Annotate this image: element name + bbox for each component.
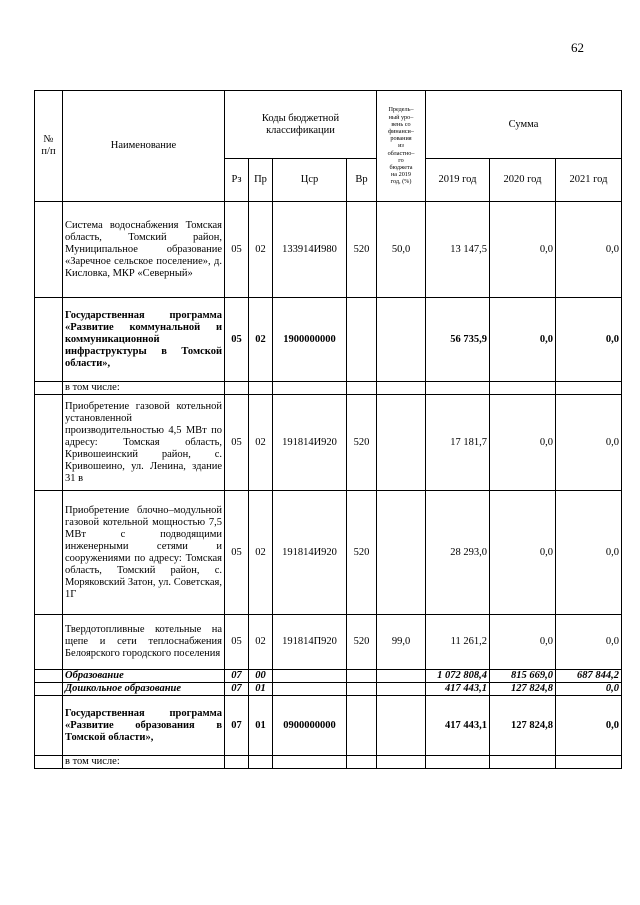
cell-vr xyxy=(347,756,377,769)
cell-y2019: 56 735,9 xyxy=(426,298,490,382)
cell-name: Система водоснабжения Томская область, Томский район, Муниципальное образование «Заречное сельское поселение», д. Кисловка, МКР «Северный» xyxy=(63,202,225,298)
cell-limit xyxy=(377,395,426,491)
cell-y2021: 0,0 xyxy=(556,395,622,491)
cell-pr xyxy=(249,382,273,395)
cell-rz xyxy=(225,382,249,395)
cell-num xyxy=(35,756,63,769)
cell-y2020: 0,0 xyxy=(490,298,556,382)
page-number: 62 xyxy=(571,40,584,55)
budget-table xyxy=(34,90,622,769)
table-row xyxy=(35,395,622,491)
table-row xyxy=(35,696,622,756)
cell-y2021: 0,0 xyxy=(556,615,622,670)
cell-csr: 0900000000 xyxy=(273,696,347,756)
cell-csr xyxy=(273,683,347,696)
cell-num xyxy=(35,670,63,683)
cell-limit xyxy=(377,683,426,696)
header-name: Наименование xyxy=(63,91,225,202)
cell-vr xyxy=(347,382,377,395)
cell-rz: 05 xyxy=(225,491,249,615)
cell-rz: 05 xyxy=(225,615,249,670)
cell-pr: 02 xyxy=(249,615,273,670)
cell-csr xyxy=(273,756,347,769)
cell-y2021: 0,0 xyxy=(556,491,622,615)
cell-num xyxy=(35,696,63,756)
cell-csr: 191814П920 xyxy=(273,615,347,670)
table-row xyxy=(35,615,622,670)
cell-y2019: 417 443,1 xyxy=(426,696,490,756)
header-vr: Вр xyxy=(347,159,377,202)
table-row xyxy=(35,298,622,382)
cell-vr xyxy=(347,298,377,382)
cell-limit: 99,0 xyxy=(377,615,426,670)
cell-pr: 00 xyxy=(249,670,273,683)
cell-limit: 50,0 xyxy=(377,202,426,298)
cell-y2020: 0,0 xyxy=(490,395,556,491)
header-sum: Сумма xyxy=(426,91,622,159)
cell-pr: 02 xyxy=(249,491,273,615)
cell-csr xyxy=(273,382,347,395)
cell-vr: 520 xyxy=(347,202,377,298)
cell-y2021 xyxy=(556,382,622,395)
cell-name: в том числе: xyxy=(63,382,225,395)
cell-name: Государственная программа «Развитие образования в Томской области», xyxy=(63,696,225,756)
cell-vr: 520 xyxy=(347,395,377,491)
cell-rz: 05 xyxy=(225,202,249,298)
cell-y2019: 28 293,0 xyxy=(426,491,490,615)
cell-limit xyxy=(377,696,426,756)
cell-pr: 01 xyxy=(249,696,273,756)
cell-name: Дошкольное образование xyxy=(63,683,225,696)
cell-y2019 xyxy=(426,756,490,769)
cell-name: Образование xyxy=(63,670,225,683)
cell-rz: 05 xyxy=(225,298,249,382)
cell-name: Твердотопливные котельные на щепе и сети теплоснабжения Белоярского городского поселения xyxy=(63,615,225,670)
table-row xyxy=(35,683,622,696)
cell-limit xyxy=(377,298,426,382)
cell-csr: 133914И980 xyxy=(273,202,347,298)
cell-csr xyxy=(273,670,347,683)
cell-rz xyxy=(225,756,249,769)
cell-y2019: 417 443,1 xyxy=(426,683,490,696)
cell-y2021 xyxy=(556,756,622,769)
cell-y2021: 0,0 xyxy=(556,202,622,298)
cell-y2020 xyxy=(490,756,556,769)
table-row xyxy=(35,670,622,683)
cell-rz: 07 xyxy=(225,670,249,683)
header-codes: Коды бюджетной классификации xyxy=(225,91,377,159)
table-row xyxy=(35,756,622,769)
cell-num xyxy=(35,298,63,382)
cell-csr: 191814И920 xyxy=(273,491,347,615)
table-row xyxy=(35,202,622,298)
cell-name: в том числе: xyxy=(63,756,225,769)
cell-y2019: 17 181,7 xyxy=(426,395,490,491)
cell-y2021: 0,0 xyxy=(556,298,622,382)
header-rz: Рз xyxy=(225,159,249,202)
cell-csr: 1900000000 xyxy=(273,298,347,382)
cell-limit xyxy=(377,491,426,615)
header-num: № п/п xyxy=(35,91,63,202)
cell-y2020: 815 669,0 xyxy=(490,670,556,683)
cell-pr: 02 xyxy=(249,202,273,298)
cell-y2020: 127 824,8 xyxy=(490,696,556,756)
cell-limit xyxy=(377,756,426,769)
cell-vr xyxy=(347,670,377,683)
cell-limit xyxy=(377,670,426,683)
cell-rz: 05 xyxy=(225,395,249,491)
table-row xyxy=(35,491,622,615)
cell-y2019: 11 261,2 xyxy=(426,615,490,670)
cell-vr: 520 xyxy=(347,615,377,670)
cell-num xyxy=(35,615,63,670)
cell-y2021: 0,0 xyxy=(556,683,622,696)
cell-num xyxy=(35,683,63,696)
cell-pr: 01 xyxy=(249,683,273,696)
cell-y2020: 0,0 xyxy=(490,615,556,670)
cell-num xyxy=(35,491,63,615)
cell-csr: 191814И920 xyxy=(273,395,347,491)
cell-y2020: 0,0 xyxy=(490,491,556,615)
cell-num xyxy=(35,395,63,491)
cell-vr xyxy=(347,683,377,696)
cell-y2021: 0,0 xyxy=(556,696,622,756)
cell-name: Приобретение газовой котельной установленной производительностью 4,5 МВт по адресу: Томская область, Кривошеинский район, с. Кривошеино, ул. Ленина, здание 31 в xyxy=(63,395,225,491)
table-row xyxy=(35,382,622,395)
header-2021: 2021 год xyxy=(556,159,622,202)
cell-pr: 02 xyxy=(249,298,273,382)
cell-y2020: 0,0 xyxy=(490,202,556,298)
header-csr: Цср xyxy=(273,159,347,202)
cell-limit xyxy=(377,382,426,395)
cell-y2019 xyxy=(426,382,490,395)
cell-y2021: 687 844,2 xyxy=(556,670,622,683)
cell-rz: 07 xyxy=(225,683,249,696)
cell-vr xyxy=(347,696,377,756)
cell-pr xyxy=(249,756,273,769)
cell-num xyxy=(35,202,63,298)
cell-y2020 xyxy=(490,382,556,395)
cell-num xyxy=(35,382,63,395)
cell-name: Приобретение блочно–модульной газовой котельной мощностью 7,5 МВт с подводящими инженерными сетями и сооружениями по адресу: Томская область, Томский район, с. Моряковский Затон, ул. Советская, 1Г xyxy=(63,491,225,615)
cell-rz: 07 xyxy=(225,696,249,756)
header-pr: Пр xyxy=(249,159,273,202)
cell-name: Государственная программа «Развитие коммунальной и коммуникационной инфраструктуры в Томской области», xyxy=(63,298,225,382)
cell-y2019: 1 072 808,4 xyxy=(426,670,490,683)
cell-y2020: 127 824,8 xyxy=(490,683,556,696)
cell-vr: 520 xyxy=(347,491,377,615)
header-row-top xyxy=(35,91,622,159)
cell-y2019: 13 147,5 xyxy=(426,202,490,298)
header-limit: Предель– ный уро– вень со финанси– рования из областно– го бюджета на 2019 год, (%) xyxy=(377,91,426,202)
header-2020: 2020 год xyxy=(490,159,556,202)
header-2019: 2019 год xyxy=(426,159,490,202)
cell-pr: 02 xyxy=(249,395,273,491)
